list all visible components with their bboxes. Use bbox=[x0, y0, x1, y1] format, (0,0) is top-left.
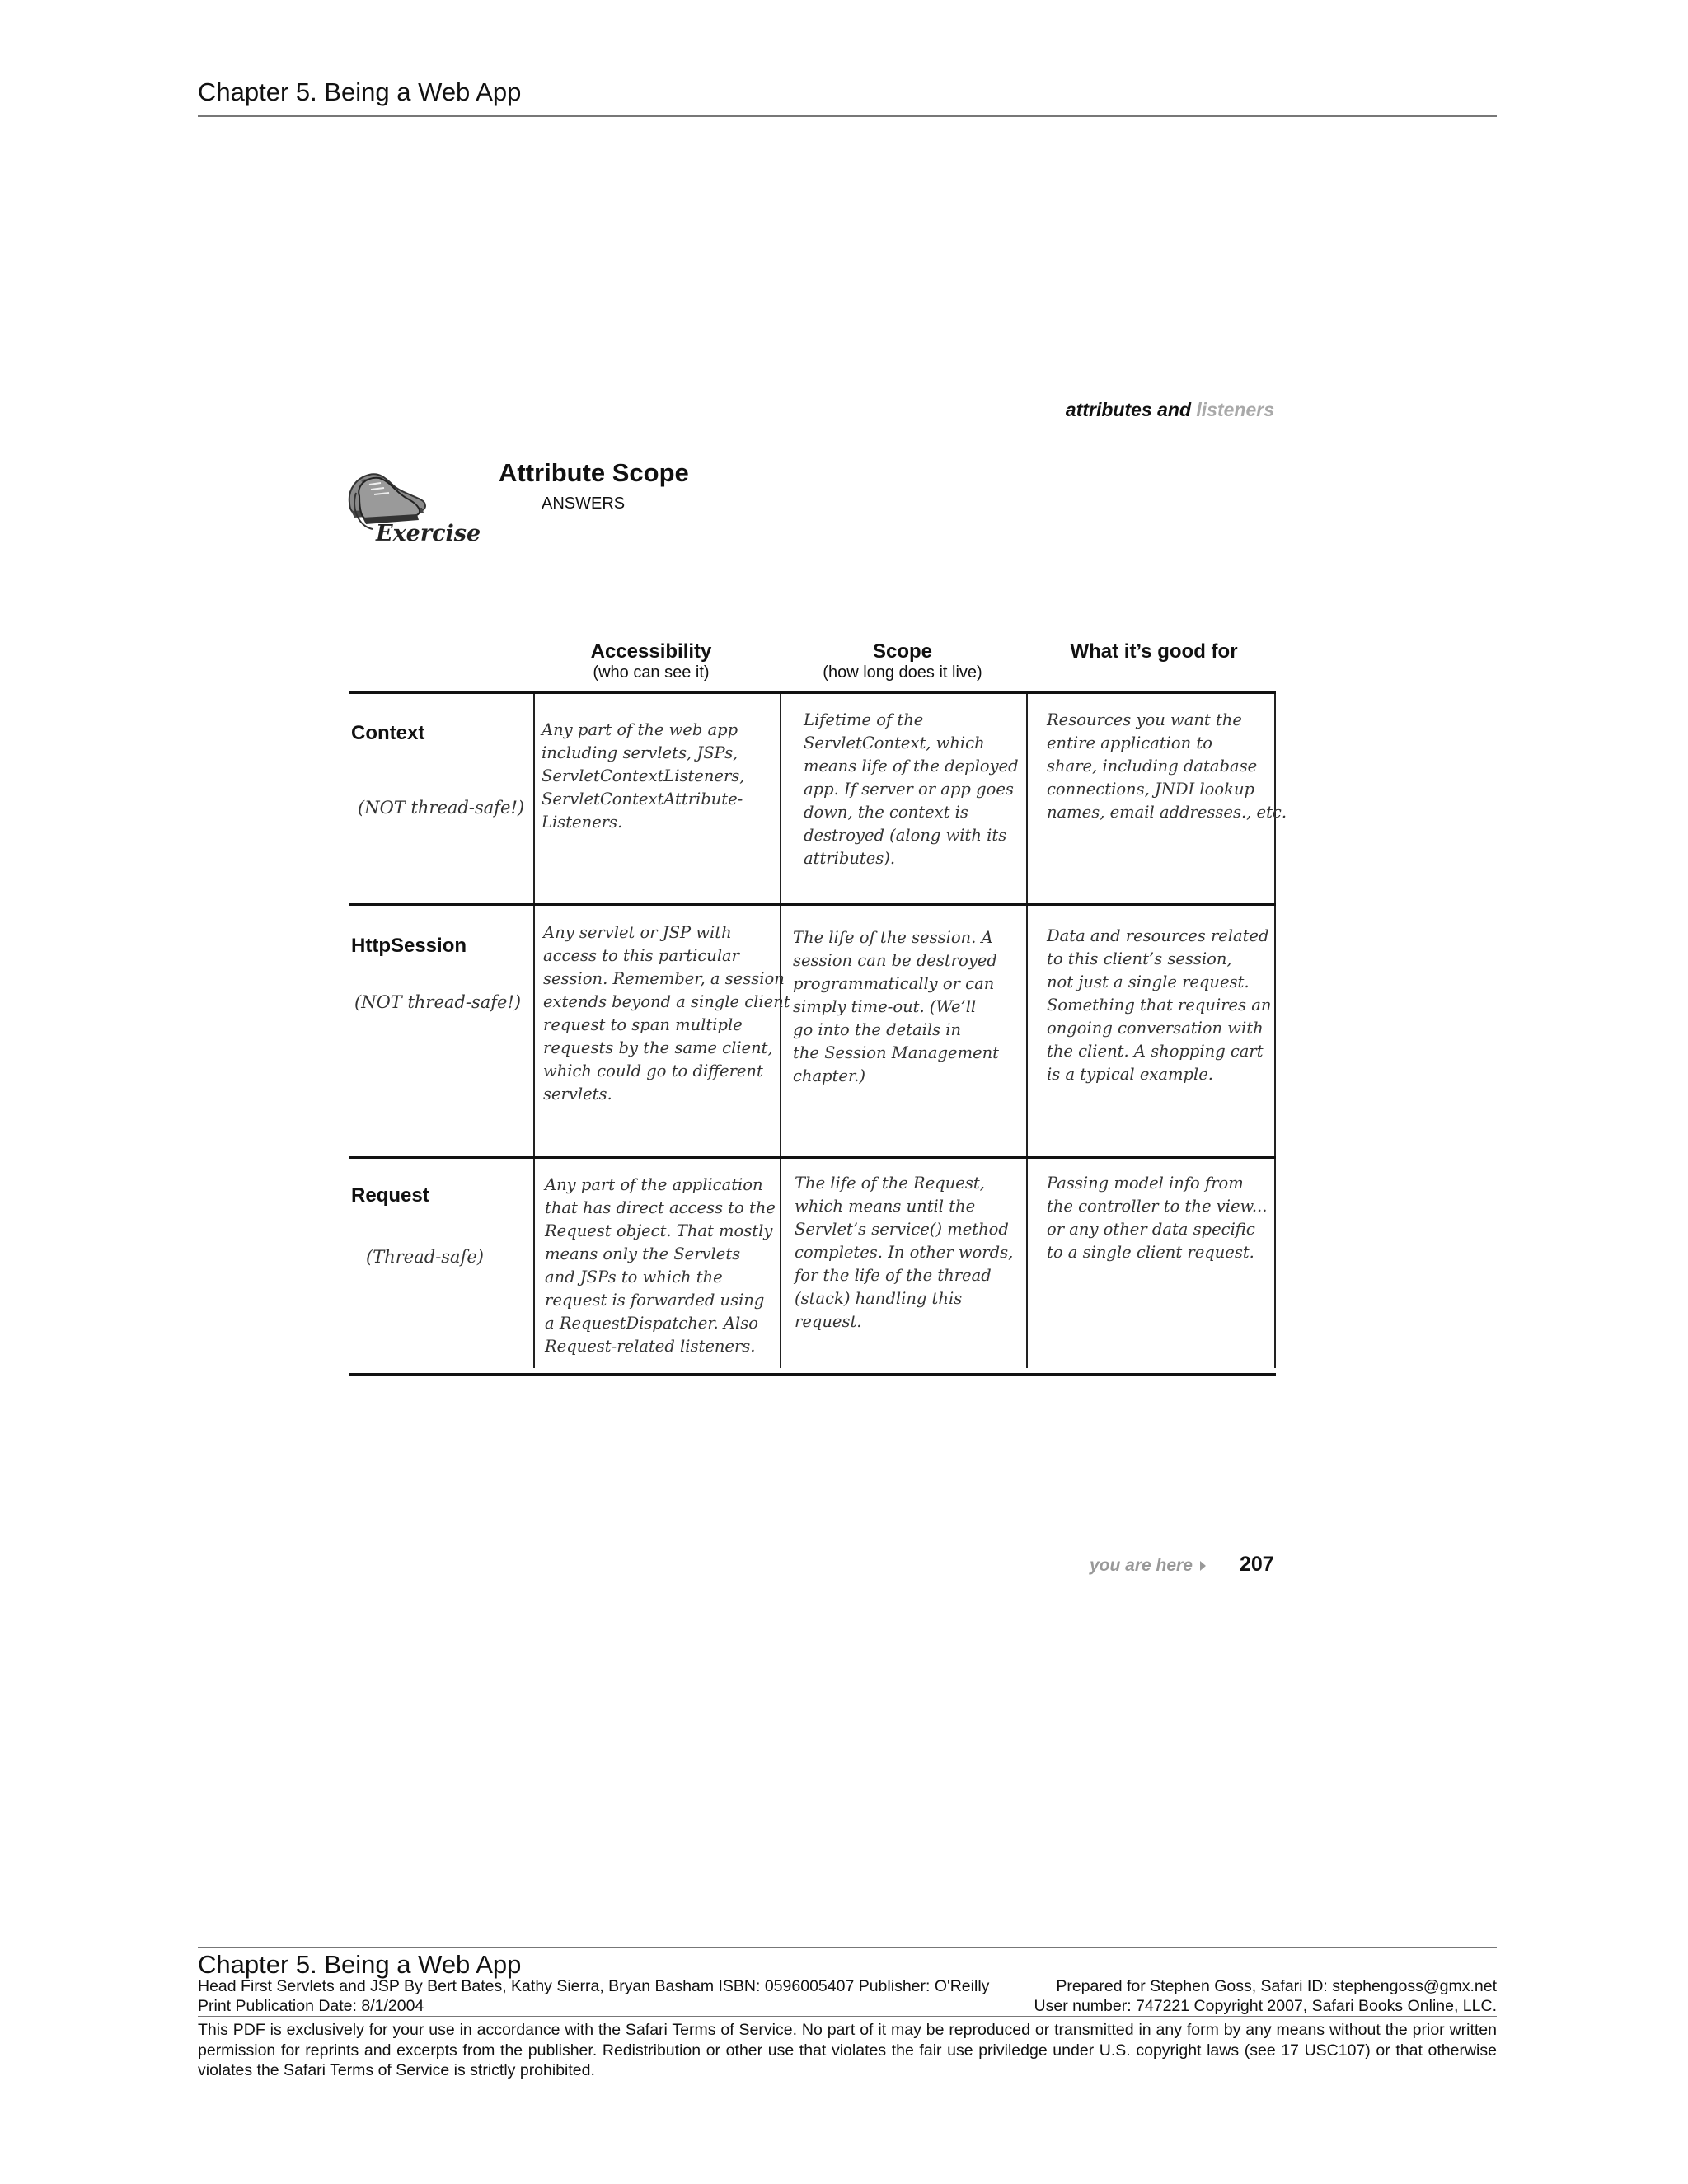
chapter-header-title: Chapter 5. Being a Web App bbox=[198, 77, 522, 106]
column-subheader-scope: (how long does it live) bbox=[823, 663, 982, 682]
cell-context-scope: Lifetime of the ServletContext, which means life of the deployed app. If server or app goes down, the context is destroyed (along with its attributes). bbox=[804, 710, 1019, 868]
footer-book-info: Head First Servlets and JSP By Bert Bates, Kathy Sierra, Bryan Basham ISBN: 0596005407 Publisher: O'Reilly bbox=[198, 1977, 990, 1995]
cell-request-scope: The life of the Request, which means until the Servlet’s service() method completes. In other words, for the life of the thread (stack) handling this request. bbox=[795, 1174, 1014, 1331]
column-divider bbox=[533, 694, 535, 903]
section-title: Attribute Scope bbox=[499, 458, 689, 487]
column-divider bbox=[533, 906, 535, 1156]
footer-user-number: User number: 747221 Copyright 2007, Safari Books Online, LLC. bbox=[1034, 1997, 1497, 2015]
column-subheader-accessibility: (who can see it) bbox=[593, 663, 710, 682]
table-rule-bottom bbox=[349, 1373, 1276, 1376]
table-rule-2 bbox=[349, 1156, 1276, 1159]
cell-request-accessibility: Any part of the application that has direct access to the Request object. That mostly means only the Servlets and JSPs to which the request is forwarded using a RequestDispatcher. Also Request-related listeners. bbox=[545, 1175, 776, 1356]
cell-request-good-for: Passing model info from the controller to the view... or any other data specific to a single client request. bbox=[1047, 1174, 1268, 1262]
triangle-right-icon bbox=[1200, 1561, 1206, 1571]
column-divider bbox=[1026, 906, 1028, 1156]
footer-divider bbox=[198, 1947, 1497, 1948]
section-subtitle: ANSWERS bbox=[542, 494, 626, 513]
table-rule-1 bbox=[349, 903, 1276, 906]
row-note-httpsession: (NOT thread-safe!) bbox=[354, 992, 522, 1012]
column-header-good-for: What it’s good for bbox=[1070, 640, 1238, 663]
footer-notice: This PDF is exclusively for your use in accordance with the Safari Terms of Service. No part of it may be reproduced or transmitted in any form by any means without the prior written permission for reprints and excerpts from the publisher. Redistribution or other use that violates the fair use priviledge under U.S. copyright laws (see 17 USC107) or that otherwise violates the Safari Terms of Service is strictly prohibited. bbox=[198, 2021, 1497, 2079]
cell-context-accessibility: Any part of the web app including servlets, JSPs, ServletContextListeners, ServletContextAttribute- Listeners. bbox=[542, 720, 745, 832]
cell-context-good-for: Resources you want the entire application to share, including database connections, JNDI lookup names, email addresses., etc. bbox=[1047, 710, 1287, 822]
row-note-request: (Thread-safe) bbox=[366, 1247, 484, 1267]
column-header-scope: Scope bbox=[872, 640, 933, 663]
row-label-request: Request bbox=[351, 1184, 429, 1207]
table-rule-top bbox=[349, 691, 1276, 694]
footer-book-line bbox=[198, 1976, 1497, 1996]
cell-httpsession-accessibility: Any servlet or JSP with access to this particular session. Remember, a session extends beyond a single client request to span multiple requests by the same client, which could go to different servlets. bbox=[543, 923, 790, 1104]
you-are-here-label: you are here bbox=[1090, 1556, 1193, 1575]
row-label-httpsession: HttpSession bbox=[351, 935, 467, 957]
cell-httpsession-scope: The life of the session. A session can be destroyed programmatically or can simply time-out. (We’ll go into the details in the Session Management chapter.) bbox=[793, 928, 1000, 1085]
cell-httpsession-good-for: Data and resources related to this client’s session, not just a single request. Something that requires an ongoing conversation with the client. A shopping cart is a typical example. bbox=[1047, 926, 1272, 1084]
column-header-accessibility: Accessibility bbox=[590, 640, 712, 663]
page-number: 207 bbox=[1240, 1553, 1274, 1576]
footer-prepared-for: Prepared for Stephen Goss, Safari ID: stephengoss@gmx.net bbox=[1056, 1977, 1497, 1995]
column-divider bbox=[533, 1159, 535, 1368]
exercise-label: Exercise bbox=[376, 521, 481, 546]
column-divider bbox=[1026, 1159, 1028, 1368]
header-divider bbox=[198, 115, 1497, 117]
row-label-context: Context bbox=[351, 722, 425, 744]
footer-pub-line bbox=[198, 1996, 1497, 2016]
footer-divider-2 bbox=[198, 2016, 1497, 2017]
column-divider bbox=[1274, 1159, 1276, 1368]
column-divider bbox=[1026, 694, 1028, 903]
running-head-part2: listeners bbox=[1196, 399, 1274, 420]
row-note-context: (NOT thread-safe!) bbox=[358, 798, 525, 818]
exercise-badge bbox=[345, 460, 481, 551]
footer-chapter-title: Chapter 5. Being a Web App bbox=[198, 1950, 522, 1979]
column-divider bbox=[780, 694, 781, 903]
running-head-part1: attributes and bbox=[1065, 399, 1191, 420]
running-head bbox=[1066, 399, 1274, 421]
column-divider bbox=[1274, 906, 1276, 1156]
footer-pub-date: Print Publication Date: 8/1/2004 bbox=[198, 1997, 424, 2015]
column-divider bbox=[780, 1159, 781, 1368]
